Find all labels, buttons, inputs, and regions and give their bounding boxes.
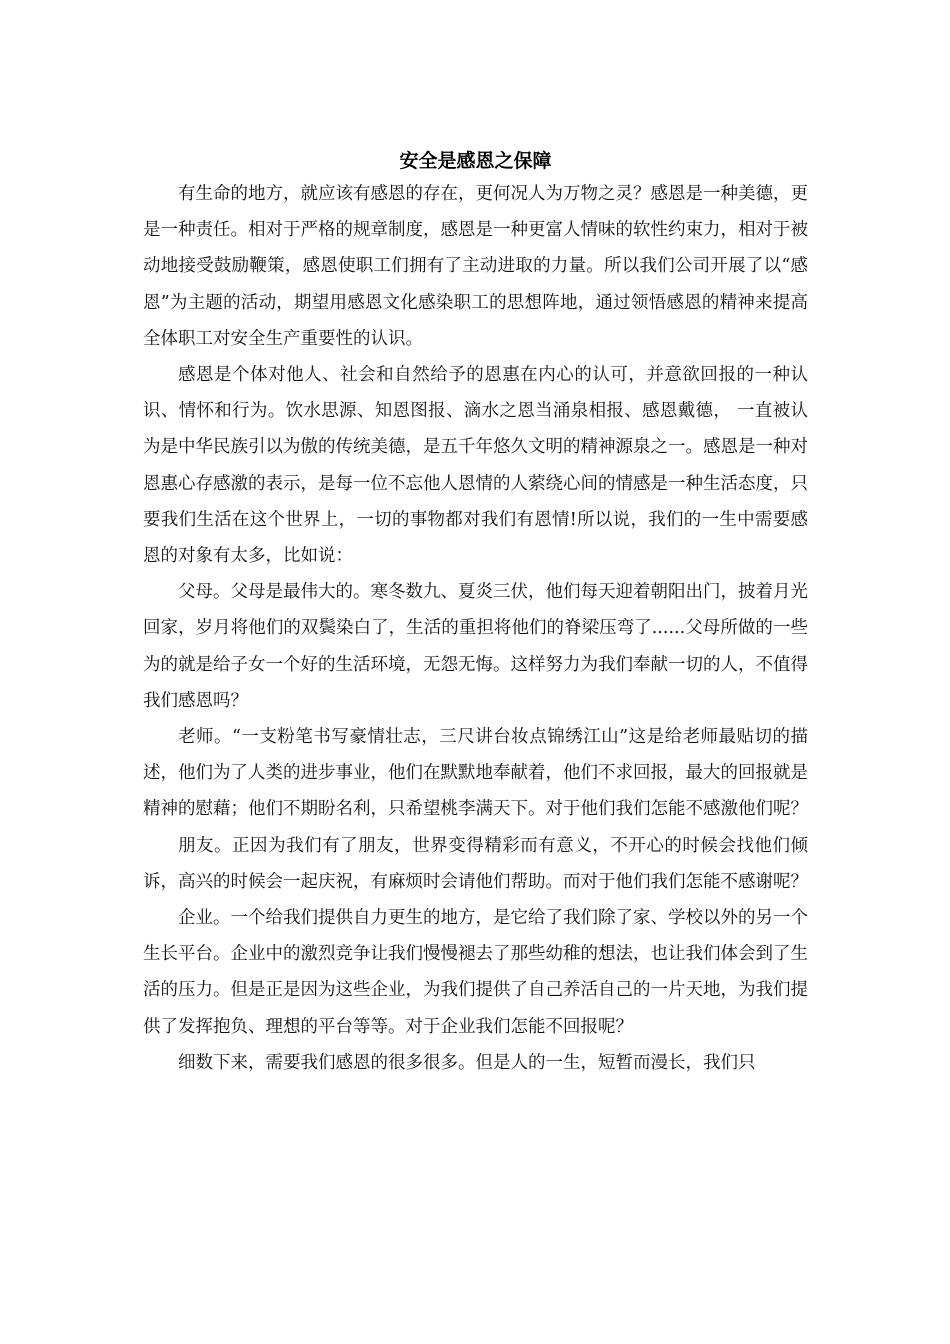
document-body	[143, 146, 808, 1081]
paragraph-summary: 细数下来，需要我们感恩的很多很多。但是人的一生，短暂而漫长，我们只	[178, 1052, 756, 1073]
paragraph-definition: 感恩是个体对他人、社会和自然给予的恩惠在内心的认可，并意欲回报的一种认识、情怀和行为。饮水思源、知恩图报、滴水之恩当涌泉相报、感恩戴德， 一直被认为是中华民族引以为傲的传统美德，是五千年悠久文明的精神源泉之一。感恩是一种对恩惠心存感激的表示，是每一位不忘他人恩情的人萦绕心间的情感是一种生活态度，只要我们生活在这个世界上，一切的事物都对我们有恩情!所以说，我们的一生中需要感恩的对象有太多，比如说：	[143, 365, 808, 567]
paragraph-teachers: 老师。“一支粉笔书写豪情壮志，三尺讲台妆点锦绣江山”这是给老师最贴切的描述，他们为了人类的进步事业，他们在默默地奉献着，他们不求回报，最大的回报就是精神的慰藉；他们不期盼名利，只希望桃李满天下。对于他们我们怎能不感激他们呢？	[143, 727, 808, 820]
paragraph-enterprise: 企业。一个给我们提供自力更生的地方，是它给了我们除了家、学校以外的另一个生长平台。企业中的激烈竞争让我们慢慢褪去了那些幼稚的想法，也让我们体会到了生活的压力。但是正是因为这些企业，为我们提供了自己养活自己的一片天地，为我们提供了发挥抱负、理想的平台等等。对于企业我们怎能不回报呢？	[143, 908, 808, 1037]
document-title: 安全是感恩之保障	[399, 150, 552, 172]
paragraph-friends: 朋友。正因为我们有了朋友，世界变得精彩而有意义，不开心的时候会找他们倾诉，高兴的时候会一起庆祝，有麻烦时会请他们帮助。而对于他们我们怎能不感谢呢？	[143, 835, 808, 892]
paragraph-parents: 父母。父母是最伟大的。寒冬数九、夏炎三伏，他们每天迎着朝阳出门，披着月光回家，岁月将他们的双鬓染白了，生活的重担将他们的脊梁压弯了......父母所做的一些为的就是给子女一个好的生活环境，无怨无悔。这样努力为我们奉献一切的人，不值得我们感恩吗？	[143, 582, 808, 711]
paragraph-intro: 有生命的地方，就应该有感恩的存在，更何况人为万物之灵？感恩是一种美德，更是一种责任。相对于严格的规章制度，感恩是一种更富人情味的软性约束力，相对于被动地接受鼓励鞭策，感恩使职工们拥有了主动进取的力量。所以我们公司开展了以“感恩”为主题的活动，期望用感恩文化感染职工的思想阵地，通过领悟感恩的精神来提高全体职工对安全生产重要性的认识。	[143, 184, 808, 349]
